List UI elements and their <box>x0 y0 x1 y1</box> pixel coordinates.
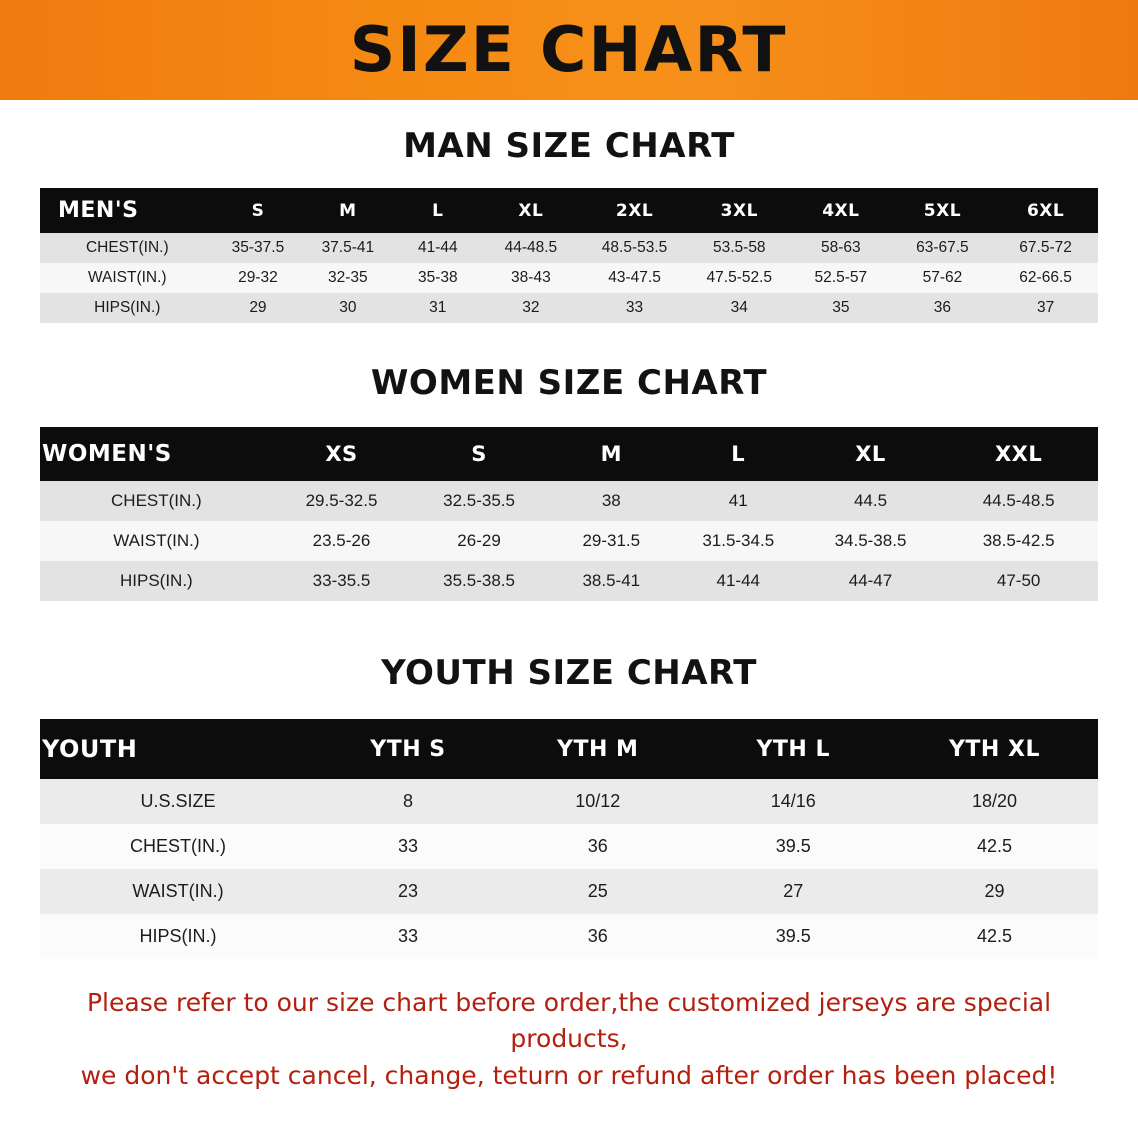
table-cell: 29.5-32.5 <box>273 481 411 521</box>
table-row <box>40 779 1098 824</box>
table-cell: 33 <box>316 824 500 869</box>
table-cell: 34 <box>689 293 791 323</box>
row-label: WAIST(IN.) <box>40 263 215 293</box>
footer-line-1: Please refer to our size chart before order,the customized jerseys are special products, <box>86 988 1052 1054</box>
table-cell: 31.5-34.5 <box>675 521 802 561</box>
women-section-title: WOMEN SIZE CHART <box>370 363 768 403</box>
table-cell: 48.5-53.5 <box>581 233 689 263</box>
table-cell: 26-29 <box>410 521 548 561</box>
table-cell: 32 <box>481 293 580 323</box>
table-cell: 36 <box>892 293 994 323</box>
table-cell: 35-37.5 <box>215 233 302 263</box>
column-header: S <box>215 188 302 233</box>
column-header: L <box>675 427 802 481</box>
table-row <box>40 824 1098 869</box>
table-cell: 41 <box>675 481 802 521</box>
table-cell: 63-67.5 <box>892 233 994 263</box>
women-table-wrapper <box>0 427 1138 601</box>
column-header: 4XL <box>790 188 892 233</box>
table-header-row <box>40 188 1098 233</box>
footer-disclaimer <box>36 985 1102 1094</box>
table-cell: 29-31.5 <box>548 521 675 561</box>
table-cell: 29 <box>215 293 302 323</box>
table-cell: 25 <box>500 869 696 914</box>
man-table-wrapper <box>0 188 1138 323</box>
table-cell: 33-35.5 <box>273 561 411 601</box>
table-cell: 44-48.5 <box>481 233 580 263</box>
page-title: SIZE CHART <box>350 13 788 86</box>
table-row <box>40 263 1098 293</box>
row-label: WAIST(IN.) <box>40 869 316 914</box>
column-header: YTH L <box>695 719 891 779</box>
table-cell: 30 <box>301 293 394 323</box>
table-row <box>40 869 1098 914</box>
table-cell: 31 <box>394 293 481 323</box>
table-cell: 8 <box>316 779 500 824</box>
page-banner <box>0 0 1138 100</box>
table-row <box>40 481 1098 521</box>
column-header: MEN'S <box>40 188 215 233</box>
table-cell: 29 <box>891 869 1098 914</box>
table-row <box>40 914 1098 959</box>
table-cell: 42.5 <box>891 914 1098 959</box>
table-cell: 53.5-58 <box>689 233 791 263</box>
table-cell: 44.5-48.5 <box>939 481 1098 521</box>
row-label: CHEST(IN.) <box>40 233 215 263</box>
table-cell: 41-44 <box>675 561 802 601</box>
table-cell: 35.5-38.5 <box>410 561 548 601</box>
table-row <box>40 233 1098 263</box>
table-cell: 44.5 <box>802 481 940 521</box>
table-header-row <box>40 427 1098 481</box>
row-label: HIPS(IN.) <box>40 914 316 959</box>
table-row <box>40 561 1098 601</box>
column-header: L <box>394 188 481 233</box>
table-cell: 44-47 <box>802 561 940 601</box>
table-cell: 14/16 <box>695 779 891 824</box>
column-header: 5XL <box>892 188 994 233</box>
table-cell: 37.5-41 <box>301 233 394 263</box>
table-cell: 47.5-52.5 <box>689 263 791 293</box>
table-cell: 33 <box>316 914 500 959</box>
table-cell: 33 <box>581 293 689 323</box>
column-header: 2XL <box>581 188 689 233</box>
column-header: YTH M <box>500 719 696 779</box>
table-cell: 52.5-57 <box>790 263 892 293</box>
table-cell: 38.5-42.5 <box>939 521 1098 561</box>
column-header: M <box>301 188 394 233</box>
footer-line-2: we don't accept cancel, change, teturn or refund after order has been placed! <box>80 1060 1058 1090</box>
row-label: CHEST(IN.) <box>40 824 316 869</box>
table-cell: 35-38 <box>394 263 481 293</box>
table-cell: 29-32 <box>215 263 302 293</box>
table-cell: 38-43 <box>481 263 580 293</box>
table-cell: 35 <box>790 293 892 323</box>
table-cell: 39.5 <box>695 824 891 869</box>
table-cell: 57-62 <box>892 263 994 293</box>
table-header-row <box>40 719 1098 779</box>
youth-section-title: YOUTH SIZE CHART <box>381 653 757 693</box>
table-cell: 62-66.5 <box>993 263 1098 293</box>
table-cell: 47-50 <box>939 561 1098 601</box>
man-section-title: MAN SIZE CHART <box>403 126 735 166</box>
column-header: 6XL <box>993 188 1098 233</box>
table-cell: 39.5 <box>695 914 891 959</box>
table-cell: 42.5 <box>891 824 1098 869</box>
table-cell: 34.5-38.5 <box>802 521 940 561</box>
column-header: XXL <box>939 427 1098 481</box>
women-size-table <box>40 427 1098 601</box>
row-label: HIPS(IN.) <box>40 561 273 601</box>
column-header: M <box>548 427 675 481</box>
row-label: HIPS(IN.) <box>40 293 215 323</box>
table-cell: 23.5-26 <box>273 521 411 561</box>
column-header: YTH XL <box>891 719 1098 779</box>
column-header: YTH S <box>316 719 500 779</box>
youth-size-table <box>40 719 1098 959</box>
table-cell: 67.5-72 <box>993 233 1098 263</box>
column-header: XS <box>273 427 411 481</box>
table-cell: 43-47.5 <box>581 263 689 293</box>
table-cell: 38.5-41 <box>548 561 675 601</box>
row-label: U.S.SIZE <box>40 779 316 824</box>
table-cell: 32-35 <box>301 263 394 293</box>
column-header: YOUTH <box>40 719 316 779</box>
youth-table-wrapper <box>0 719 1138 959</box>
column-header: S <box>410 427 548 481</box>
table-cell: 32.5-35.5 <box>410 481 548 521</box>
column-header: XL <box>481 188 580 233</box>
table-cell: 36 <box>500 824 696 869</box>
table-cell: 36 <box>500 914 696 959</box>
table-cell: 41-44 <box>394 233 481 263</box>
row-label: CHEST(IN.) <box>40 481 273 521</box>
table-cell: 23 <box>316 869 500 914</box>
column-header: XL <box>802 427 940 481</box>
table-row <box>40 521 1098 561</box>
column-header: 3XL <box>689 188 791 233</box>
table-cell: 27 <box>695 869 891 914</box>
man-size-table <box>40 188 1098 323</box>
row-label: WAIST(IN.) <box>40 521 273 561</box>
column-header: WOMEN'S <box>40 427 273 481</box>
table-cell: 10/12 <box>500 779 696 824</box>
table-row <box>40 293 1098 323</box>
table-cell: 38 <box>548 481 675 521</box>
table-cell: 58-63 <box>790 233 892 263</box>
table-cell: 37 <box>993 293 1098 323</box>
table-cell: 18/20 <box>891 779 1098 824</box>
